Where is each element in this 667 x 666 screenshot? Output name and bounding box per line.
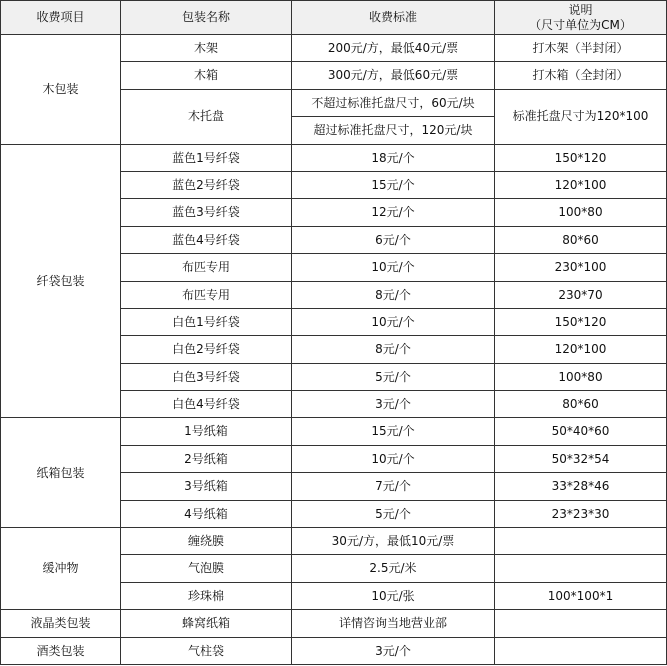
fee-cell: 12元/个 (292, 199, 495, 226)
header-row (1, 1, 667, 35)
package-name-cell: 4号纸箱 (121, 500, 292, 527)
fee-cell: 10元/个 (292, 308, 495, 335)
table-row (1, 528, 667, 555)
note-cell: 打木箱（全封闭） (495, 62, 667, 89)
fee-cell: 超过标准托盘尺寸，120元/块 (292, 117, 495, 144)
fee-cell: 5元/个 (292, 363, 495, 390)
fee-cell: 10元/个 (292, 445, 495, 472)
note-cell: 100*80 (495, 199, 667, 226)
fee-cell: 5元/个 (292, 500, 495, 527)
fee-cell: 2.5元/米 (292, 555, 495, 582)
package-name-cell: 蓝色3号纤袋 (121, 199, 292, 226)
package-name-cell: 布匹专用 (121, 254, 292, 281)
package-name-cell: 木架 (121, 35, 292, 62)
category-cell: 酒类包装 (1, 637, 121, 664)
package-name-cell: 气泡膜 (121, 555, 292, 582)
note-cell (495, 637, 667, 664)
fee-cell: 15元/个 (292, 171, 495, 198)
package-name-cell: 木托盘 (121, 89, 292, 144)
category-cell: 纤袋包装 (1, 144, 121, 418)
header-note-title: 说明 (568, 3, 593, 18)
fee-cell: 10元/个 (292, 254, 495, 281)
note-cell: 80*60 (495, 226, 667, 253)
package-name-cell: 木箱 (121, 62, 292, 89)
note-cell: 100*80 (495, 363, 667, 390)
fee-cell: 8元/个 (292, 281, 495, 308)
package-name-cell: 蓝色4号纤袋 (121, 226, 292, 253)
table-row (1, 637, 667, 664)
note-cell: 50*32*54 (495, 445, 667, 472)
package-name-cell: 白色1号纤袋 (121, 308, 292, 335)
fee-cell: 18元/个 (292, 144, 495, 171)
category-cell: 纸箱包装 (1, 418, 121, 528)
header-note-unit: （尺寸单位为CM） (529, 17, 632, 32)
package-name-cell: 气柱袋 (121, 637, 292, 664)
package-name-cell: 白色4号纤袋 (121, 391, 292, 418)
note-cell (495, 610, 667, 637)
package-name-cell: 白色2号纤袋 (121, 336, 292, 363)
table-row (1, 144, 667, 171)
fee-cell: 200元/方，最低40元/票 (292, 35, 495, 62)
fee-cell: 6元/个 (292, 226, 495, 253)
header-item: 收费项目 (1, 1, 121, 35)
note-cell: 100*100*1 (495, 582, 667, 609)
category-cell: 液晶类包装 (1, 610, 121, 637)
note-cell: 23*23*30 (495, 500, 667, 527)
note-cell: 120*100 (495, 171, 667, 198)
package-name-cell: 1号纸箱 (121, 418, 292, 445)
package-name-cell: 布匹专用 (121, 281, 292, 308)
category-cell: 木包装 (1, 35, 121, 145)
note-cell: 150*120 (495, 144, 667, 171)
note-cell: 230*100 (495, 254, 667, 281)
fee-cell: 10元/张 (292, 582, 495, 609)
package-name-cell: 白色3号纤袋 (121, 363, 292, 390)
note-cell: 120*100 (495, 336, 667, 363)
category-cell: 缓冲物 (1, 528, 121, 610)
fee-cell: 30元/方，最低10元/票 (292, 528, 495, 555)
note-cell: 标准托盘尺寸为120*100 (495, 89, 667, 144)
fee-cell: 3元/个 (292, 391, 495, 418)
note-cell: 150*120 (495, 308, 667, 335)
package-name-cell: 蜂窝纸箱 (121, 610, 292, 637)
note-cell (495, 528, 667, 555)
table-row (1, 610, 667, 637)
package-name-cell: 珍珠棉 (121, 582, 292, 609)
fee-cell: 7元/个 (292, 473, 495, 500)
table-row (1, 35, 667, 62)
note-cell (495, 555, 667, 582)
fee-cell: 不超过标准托盘尺寸，60元/块 (292, 89, 495, 116)
package-name-cell: 3号纸箱 (121, 473, 292, 500)
note-cell: 打木架（半封闭） (495, 35, 667, 62)
fee-cell: 300元/方，最低60元/票 (292, 62, 495, 89)
package-name-cell: 2号纸箱 (121, 445, 292, 472)
fee-cell: 详情咨询当地营业部 (292, 610, 495, 637)
package-name-cell: 蓝色2号纤袋 (121, 171, 292, 198)
note-cell: 230*70 (495, 281, 667, 308)
package-name-cell: 缠绕膜 (121, 528, 292, 555)
note-cell: 80*60 (495, 391, 667, 418)
fee-cell: 3元/个 (292, 637, 495, 664)
fee-cell: 8元/个 (292, 336, 495, 363)
header-note (495, 1, 667, 35)
header-package-name: 包装名称 (121, 1, 292, 35)
package-name-cell: 蓝色1号纤袋 (121, 144, 292, 171)
note-cell: 33*28*46 (495, 473, 667, 500)
table-row (1, 418, 667, 445)
fee-cell: 15元/个 (292, 418, 495, 445)
header-fee-standard: 收费标准 (292, 1, 495, 35)
note-cell: 50*40*60 (495, 418, 667, 445)
